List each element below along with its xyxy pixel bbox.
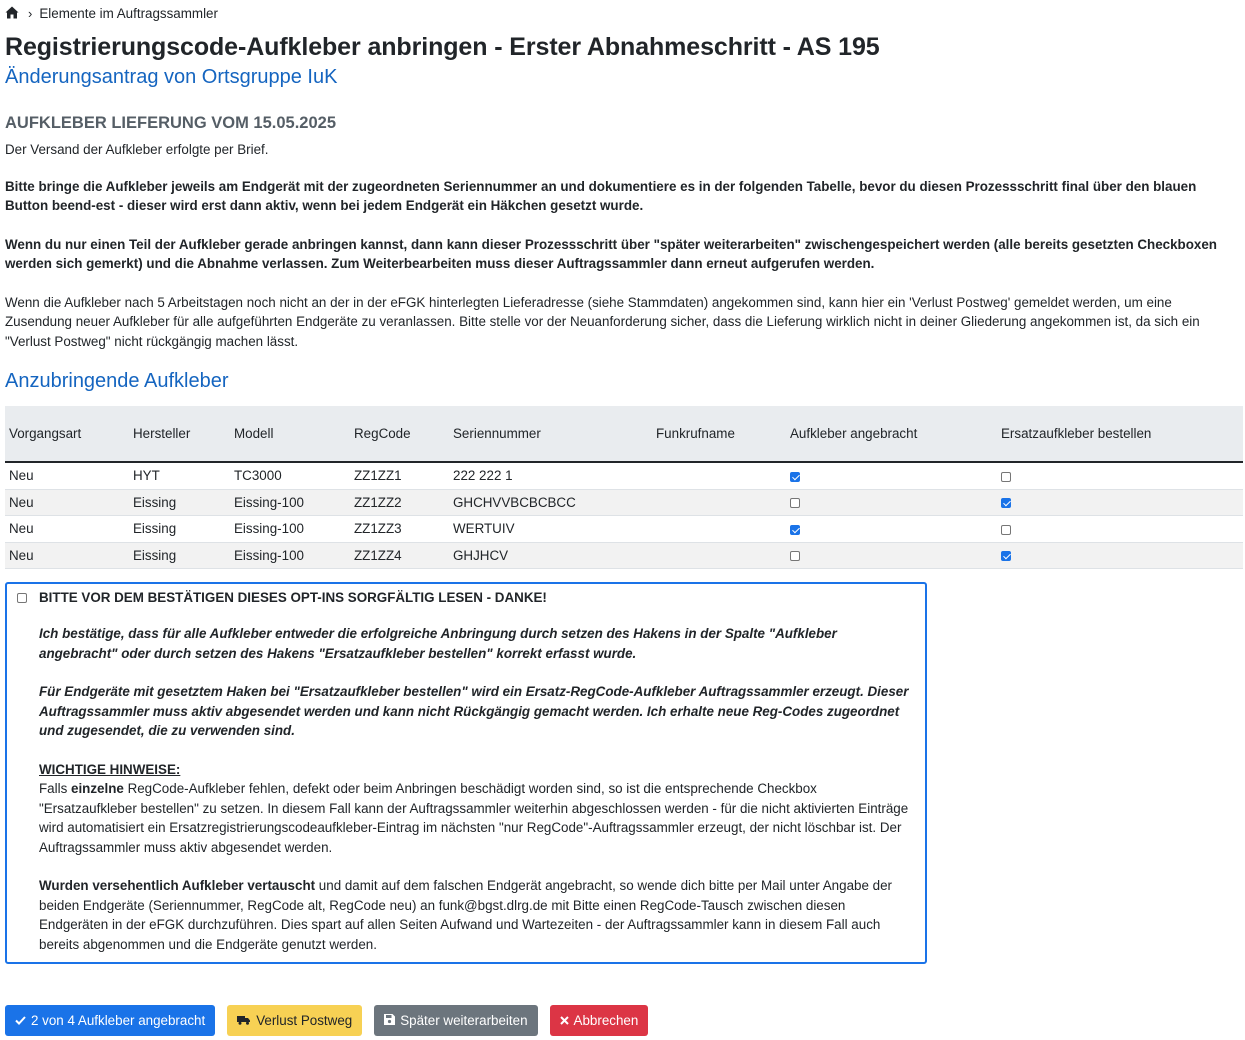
checkbox-angebracht[interactable] (790, 498, 800, 508)
save-later-button-label: Später weiterarbeiten (400, 1013, 528, 1028)
cell-hersteller: HYT (129, 462, 230, 489)
cell-ersatz (997, 489, 1243, 516)
col-hersteller: Hersteller (129, 406, 230, 462)
page-title: Registrierungscode-Aufkleber anbringen - Erster Abnahmeschritt - AS 195 (5, 33, 880, 61)
cell-seriennummer: GHCHVVBCBCBCC (449, 489, 652, 516)
delivery-heading: AUFKLEBER LIEFERUNG VOM 15.05.2025 (5, 114, 336, 132)
confirm-button[interactable] (5, 1005, 215, 1036)
confirm-button-label: 2 von 4 Aufkleber angebracht (31, 1013, 206, 1028)
cell-hersteller: Eissing (129, 516, 230, 543)
cell-funkrufname (652, 489, 786, 516)
breadcrumb-current[interactable]: Elemente im Auftragssammler (39, 5, 218, 21)
table-header-row (5, 406, 1243, 462)
col-angebracht: Aufkleber angebracht (786, 406, 997, 462)
cell-modell: Eissing-100 (230, 516, 350, 543)
home-icon[interactable] (5, 6, 19, 20)
cell-funkrufname (652, 542, 786, 569)
cell-funkrufname (652, 462, 786, 489)
cell-vorgangsart: Neu (5, 462, 129, 489)
cell-angebracht (786, 542, 997, 569)
swap-text-bold: Wurden versehentlich Aufkleber vertauscht (39, 878, 316, 893)
checkbox-angebracht[interactable] (790, 525, 800, 535)
col-vorgangsart: Vorgangsart (5, 406, 129, 462)
col-seriennummer: Seriennummer (449, 406, 652, 462)
cell-hersteller: Eissing (129, 542, 230, 569)
cell-vorgangsart: Neu (5, 489, 129, 516)
delivery-text-1: Der Versand der Aufkleber erfolgte per Brief. (5, 142, 269, 157)
cell-angebracht (786, 516, 997, 543)
checkbox-angebracht[interactable] (790, 472, 800, 482)
table-row (5, 462, 1243, 489)
col-regcode: RegCode (350, 406, 449, 462)
cell-ersatz (997, 462, 1243, 489)
swap-text-body: und damit auf dem falschen Endgerät angebracht, so wende dich bitte per Mail unter Angabe der beiden Endgeräte (Seriennummer, RegCode alt, RegCode neu) an funk@bgst.dlrg.de mit Bitte einen RegCode-Tausch zwischen diesen Endgeräten in der eFGK durchzuführen. Dies spart auf allen Seiten Aufwand und Wartezeiten - der Auftragssammler kann in diesem Fall auch bereits abgenommen und die Endgeräte genutzt werden. (39, 878, 892, 952)
table-row (5, 542, 1243, 569)
save-icon (384, 1014, 395, 1028)
cancel-button[interactable] (550, 1005, 649, 1036)
cell-regcode: ZZ1ZZ4 (350, 542, 449, 569)
table-row (5, 489, 1243, 516)
optin-label: BITTE VOR DEM BESTÄTIGEN DIESES OPT-INS SORGFÄLTIG LESEN - DANKE! (39, 590, 547, 605)
checkbox-ersatz[interactable] (1001, 472, 1011, 482)
lost-post-button-label: Verlust Postweg (256, 1013, 353, 1028)
page-subtitle: Änderungsantrag von Ortsgruppe IuK (5, 66, 338, 88)
table-row (5, 516, 1243, 543)
cell-modell: Eissing-100 (230, 489, 350, 516)
hints-text (39, 779, 909, 857)
optin-confirm-text: Ich bestätige, dass für alle Aufkleber entweder die erfolgreiche Anbringung durch setzen des Hakens in der Spalte "Aufkleber angebracht" oder durch setzen des Hakens "Ersatzaufkleber bestellen" korrekt erfasst wurde. (39, 626, 837, 661)
hints-text-bold: einzelne (71, 781, 124, 796)
cell-angebracht (786, 489, 997, 516)
cell-regcode: ZZ1ZZ3 (350, 516, 449, 543)
hints-text-post: RegCode-Aufkleber fehlen, defekt oder beim Anbringen beschädigt worden sind, so ist die entsprechende Checkbox "Ersatzaufkleber bestellen" zu setzen. In diesem Fall kann der Auftragssammler weiterhin abgeschlossen werden - für die nicht aktivierten Einträge wird automatisiert ein Ersatzregistrierungscodeaufkleber-Eintrag im nächsten "nur RegCode"-Auftragssammler erzeugt, der nicht löschbar ist. Der Auftragssammler muss aktiv abgesendet werden. (39, 781, 909, 855)
checkbox-ersatz[interactable] (1001, 525, 1011, 535)
delivery-text-3: Wenn du nur einen Teil der Aufkleber gerade anbringen kannst, dann kann dieser Prozessschritt über "später weiterarbeiten" zwischengespeichert werden (alle bereits gesetzten Checkboxen werden sich gemerkt) und die Abnahme verlassen. Zum Weiterbearbeiten muss dieser Auftragssammler dann erneut aufgerufen werden. (5, 236, 1217, 271)
col-funkrufname: Funkrufname (652, 406, 786, 462)
close-icon (560, 1014, 569, 1028)
cell-vorgangsart: Neu (5, 516, 129, 543)
cell-angebracht (786, 462, 997, 489)
col-ersatz: Ersatzaufkleber bestellen (997, 406, 1243, 462)
cell-hersteller: Eissing (129, 489, 230, 516)
lost-post-button[interactable] (227, 1005, 362, 1036)
cell-funkrufname (652, 516, 786, 543)
check-icon (15, 1014, 26, 1028)
cell-regcode: ZZ1ZZ1 (350, 462, 449, 489)
stickers-table (5, 406, 1243, 569)
checkbox-ersatz[interactable] (1001, 498, 1011, 508)
cell-ersatz (997, 542, 1243, 569)
cell-seriennummer: WERTUIV (449, 516, 652, 543)
hints-text-pre: Falls (39, 781, 71, 796)
cancel-button-label: Abbrechen (573, 1013, 639, 1028)
optin-box (5, 582, 927, 964)
checkbox-ersatz[interactable] (1001, 551, 1011, 561)
cell-regcode: ZZ1ZZ2 (350, 489, 449, 516)
optin-checkbox[interactable] (17, 593, 27, 603)
hints-title: WICHTIGE HINWEISE: (39, 761, 181, 777)
checkbox-angebracht[interactable] (790, 551, 800, 561)
swap-text (39, 876, 909, 954)
cell-modell: TC3000 (230, 462, 350, 489)
cell-seriennummer: 222 222 1 (449, 462, 652, 489)
table-heading: Anzubringende Aufkleber (5, 370, 229, 392)
breadcrumb-separator: › (28, 5, 33, 21)
cell-modell: Eissing-100 (230, 542, 350, 569)
cell-ersatz (997, 516, 1243, 543)
cell-vorgangsart: Neu (5, 542, 129, 569)
optin-replacement-text: Für Endgeräte mit gesetztem Haken bei "Ersatzaufkleber bestellen" wird ein Ersatz-RegCode-Aufkleber Auftragssammler erzeugt. Dieser Auftragssammler muss aktiv abgesendet werden und kann nicht Rückgängig gemacht werden. Ich erhalte neue Reg-Codes zugeordnet und zugesendet, die zu verwenden sind. (39, 684, 909, 738)
delivery-text-2: Bitte bringe die Aufkleber jeweils am Endgerät mit der zugeordneten Seriennummer an und dokumentiere es in der folgenden Tabelle, bevor du diesen Prozessschritt final über den blauen Button beend-est - dieser wird erst dann aktiv, wenn bei jedem Endgerät ein Häkchen gesetzt wurde. (5, 178, 1197, 213)
delivery-text-4: Wenn die Aufkleber nach 5 Arbeitstagen noch nicht an der in der eFGK hinterlegten Lieferadresse (siehe Stammdaten) angekommen sind, kann hier ein 'Verlust Postweg' gemeldet werden, um eine Zusendung neuer Aufkleber für alle aufgeführten Endgeräte zu veranlassen. Bitte stelle vor der Neuanforderung sicher, dass die Lieferung wirklich nicht in deiner Gliederung angekommen ist, da sich ein "Verlust Postweg" nicht rückgängig machen lässt. (5, 294, 1200, 349)
col-modell: Modell (230, 406, 350, 462)
breadcrumb (5, 0, 1240, 26)
truck-icon (237, 1014, 251, 1028)
cell-seriennummer: GHJHCV (449, 542, 652, 569)
action-buttons (5, 1005, 660, 1036)
save-later-button[interactable] (374, 1005, 537, 1036)
